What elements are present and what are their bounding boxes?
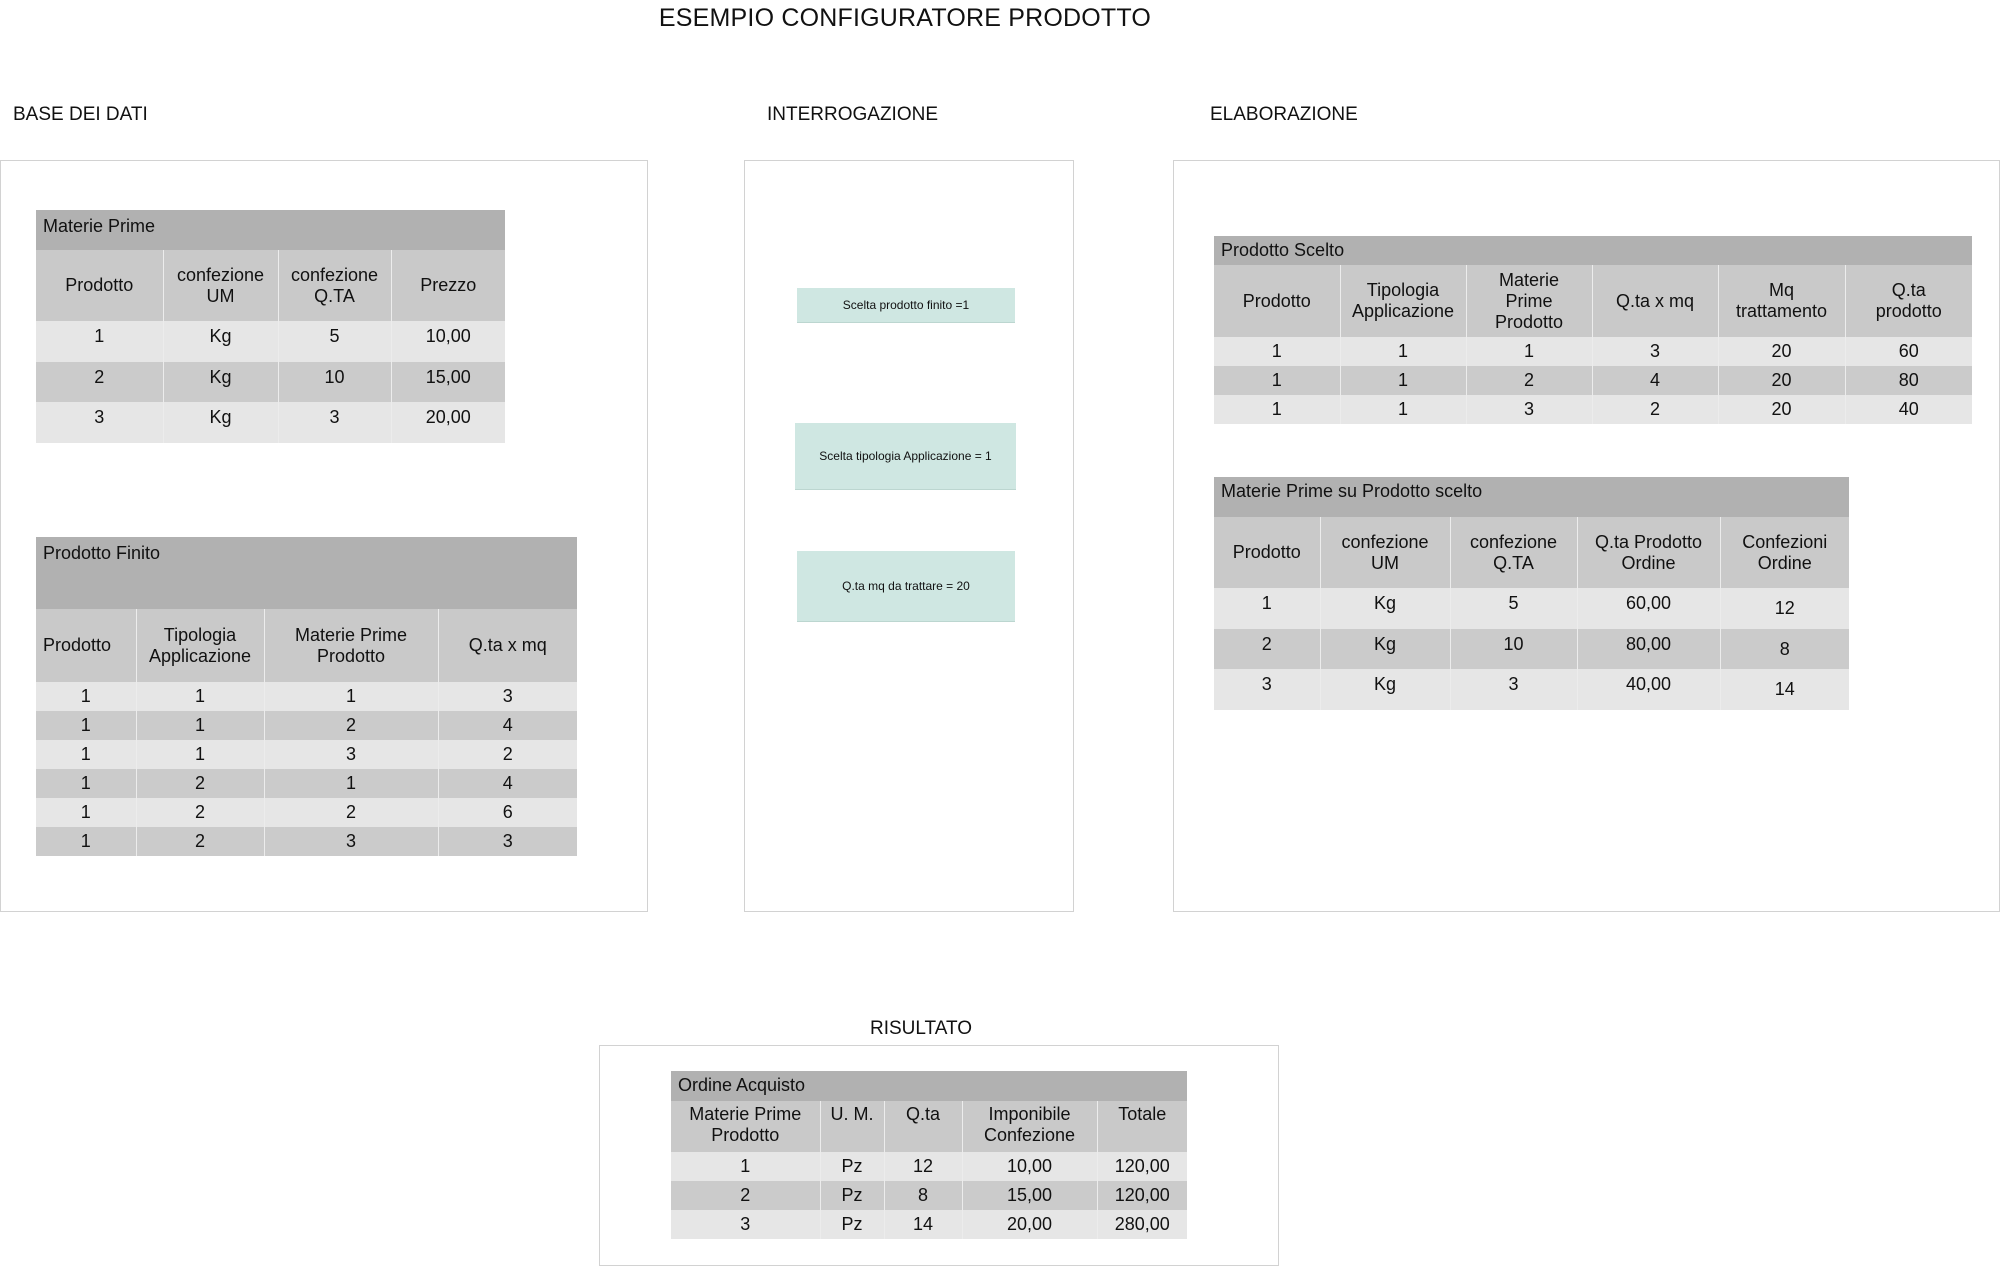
section-label-query: INTERROGAZIONE <box>767 104 939 125</box>
column-header: Q.ta x mq <box>1592 265 1718 337</box>
column-header: Prodotto <box>1214 265 1340 337</box>
table-cell: 15,00 <box>391 362 505 402</box>
table-cell: 120,00 <box>1097 1181 1187 1210</box>
table-cell: Kg <box>1320 629 1450 669</box>
table-cell: 2 <box>136 798 264 827</box>
table-cell: 8 <box>884 1181 962 1210</box>
table-cell: 14 <box>1720 669 1849 710</box>
table-cell: 10,00 <box>391 321 505 362</box>
prodotto-finito-table <box>36 537 577 856</box>
panel-interrogazione <box>744 160 1074 912</box>
table-cell: Kg <box>163 321 278 362</box>
table-row <box>36 321 505 362</box>
table-cell: 3 <box>278 402 391 443</box>
table-cell: 1 <box>136 682 264 711</box>
query-box-tipologia <box>795 423 1016 490</box>
table-cell: 10 <box>1450 629 1577 669</box>
table-cell: 20,00 <box>391 402 505 443</box>
table-cell: 3 <box>1466 395 1592 424</box>
table-cell: Kg <box>1320 669 1450 710</box>
table-cell: 6 <box>438 798 577 827</box>
table-cell: 80,00 <box>1577 629 1720 669</box>
column-header: Tipologia Applicazione <box>136 609 264 682</box>
table-row <box>1214 395 1972 424</box>
table-cell: 2 <box>36 362 163 402</box>
column-header: Q.ta prodotto <box>1845 265 1972 337</box>
table-cell: Kg <box>163 362 278 402</box>
table-row <box>671 1181 1187 1210</box>
column-header: Confezioni Ordine <box>1720 517 1849 588</box>
table-cell: 12 <box>1720 588 1849 629</box>
table-cell: 1 <box>1214 366 1340 395</box>
table-cell: 5 <box>1450 588 1577 629</box>
table-cell: 4 <box>1592 366 1718 395</box>
table-cell: 2 <box>1466 366 1592 395</box>
query-box-prodotto-finito <box>797 288 1015 323</box>
table-row <box>36 740 577 769</box>
table-cell: 1 <box>36 740 136 769</box>
table-cell: Kg <box>1320 588 1450 629</box>
table-cell: 1 <box>1214 337 1340 366</box>
table-cell: 4 <box>438 711 577 740</box>
table-cell: 3 <box>264 740 438 769</box>
table-cell: 1 <box>1340 366 1466 395</box>
table-cell: 1 <box>264 769 438 798</box>
column-header: Q.ta x mq <box>438 609 577 682</box>
column-header: Imponibile Confezione <box>962 1101 1097 1152</box>
table-cell: 12 <box>884 1152 962 1181</box>
table-cell: 20 <box>1718 366 1845 395</box>
table-cell: Pz <box>820 1210 884 1239</box>
table-cell: 20 <box>1718 395 1845 424</box>
table-row <box>36 362 505 402</box>
column-header: U. M. <box>820 1101 884 1152</box>
table-cell: 3 <box>438 682 577 711</box>
column-header: Prodotto <box>36 250 163 321</box>
column-header: Q.ta <box>884 1101 962 1152</box>
prodotto-scelto-caption: Prodotto Scelto <box>1214 236 1972 265</box>
table-cell: 2 <box>136 827 264 856</box>
table-cell: 1 <box>1340 337 1466 366</box>
table-row <box>36 798 577 827</box>
column-header: Prezzo <box>391 250 505 321</box>
table-cell: 14 <box>884 1210 962 1239</box>
table-cell: 60,00 <box>1577 588 1720 629</box>
prodotto-scelto-table <box>1214 236 1972 424</box>
column-header: Totale <box>1097 1101 1187 1152</box>
table-row <box>36 682 577 711</box>
table-row <box>671 1152 1187 1181</box>
column-header: confezione UM <box>163 250 278 321</box>
table-row <box>1214 588 1849 629</box>
table-row <box>1214 337 1972 366</box>
materie-prodotto-scelto-caption: Materie Prime su Prodotto scelto <box>1214 477 1849 517</box>
table-cell: 1 <box>36 711 136 740</box>
table-row <box>1214 669 1849 710</box>
table-cell: 3 <box>264 827 438 856</box>
table-cell: 3 <box>1450 669 1577 710</box>
query-text: Scelta prodotto finito =1 <box>842 298 970 312</box>
query-text: Scelta tipologia Applicazione = 1 <box>819 449 992 463</box>
column-header: confezione Q.TA <box>1450 517 1577 588</box>
table-cell: 10,00 <box>962 1152 1097 1181</box>
table-cell: 2 <box>1214 629 1320 669</box>
table-cell: 1 <box>264 682 438 711</box>
table-cell: 80 <box>1845 366 1972 395</box>
table-cell: 1 <box>1466 337 1592 366</box>
table-cell: Pz <box>820 1152 884 1181</box>
table-cell: 1 <box>671 1152 820 1181</box>
table-cell: 3 <box>671 1210 820 1239</box>
table-cell: 1 <box>36 769 136 798</box>
section-label-processing: ELABORAZIONE <box>1210 104 1358 125</box>
table-cell: 3 <box>36 402 163 443</box>
table-cell: 120,00 <box>1097 1152 1187 1181</box>
section-label-result: RISULTATO <box>870 1018 973 1039</box>
ordine-acquisto-table <box>671 1071 1187 1239</box>
table-cell: 2 <box>136 769 264 798</box>
prodotto-finito-caption: Prodotto Finito <box>36 537 577 609</box>
table-row <box>671 1210 1187 1239</box>
table-cell: 3 <box>1214 669 1320 710</box>
table-cell: 20,00 <box>962 1210 1097 1239</box>
table-row <box>1214 629 1849 669</box>
section-label-base: BASE DEI DATI <box>13 104 148 125</box>
table-cell: 1 <box>36 321 163 362</box>
table-cell: 4 <box>438 769 577 798</box>
table-cell: 5 <box>278 321 391 362</box>
table-cell: 40,00 <box>1577 669 1720 710</box>
column-header: Tipologia Applicazione <box>1340 265 1466 337</box>
table-cell: 8 <box>1720 629 1849 669</box>
table-cell: Pz <box>820 1181 884 1210</box>
query-text: Q.ta mq da trattare = 20 <box>842 579 970 593</box>
materie-prime-caption: Materie Prime <box>36 210 505 250</box>
table-cell: 1 <box>1340 395 1466 424</box>
column-header: confezione Q.TA <box>278 250 391 321</box>
column-header: Q.ta Prodotto Ordine <box>1577 517 1720 588</box>
table-cell: 1 <box>36 798 136 827</box>
table-cell: 3 <box>438 827 577 856</box>
table-cell: 60 <box>1845 337 1972 366</box>
query-box-mq <box>797 551 1015 622</box>
column-header: Prodotto <box>36 609 136 682</box>
table-cell: 1 <box>36 682 136 711</box>
column-header: Materie Prime Prodotto <box>671 1101 820 1152</box>
column-header: confezione UM <box>1320 517 1450 588</box>
table-row <box>36 827 577 856</box>
table-cell: 1 <box>1214 395 1340 424</box>
table-cell: Kg <box>163 402 278 443</box>
materie-prodotto-scelto-table <box>1214 477 1849 710</box>
table-cell: 2 <box>671 1181 820 1210</box>
table-cell: 20 <box>1718 337 1845 366</box>
column-header: Materie Prime Prodotto <box>1466 265 1592 337</box>
table-cell: 40 <box>1845 395 1972 424</box>
page-title: ESEMPIO CONFIGURATORE PRODOTTO <box>658 4 1152 32</box>
column-header: Mq trattamento <box>1718 265 1845 337</box>
table-cell: 2 <box>1592 395 1718 424</box>
table-cell: 1 <box>36 827 136 856</box>
table-row <box>1214 366 1972 395</box>
table-cell: 1 <box>136 740 264 769</box>
table-cell: 2 <box>438 740 577 769</box>
table-cell: 2 <box>264 798 438 827</box>
materie-prime-table <box>36 210 505 443</box>
table-row <box>36 711 577 740</box>
table-cell: 10 <box>278 362 391 402</box>
column-header: Materie Prime Prodotto <box>264 609 438 682</box>
table-cell: 1 <box>1214 588 1320 629</box>
table-cell: 2 <box>264 711 438 740</box>
table-cell: 3 <box>1592 337 1718 366</box>
table-row <box>36 402 505 443</box>
table-cell: 280,00 <box>1097 1210 1187 1239</box>
table-cell: 15,00 <box>962 1181 1097 1210</box>
table-cell: 1 <box>136 711 264 740</box>
ordine-acquisto-caption: Ordine Acquisto <box>671 1071 1187 1101</box>
table-row <box>36 769 577 798</box>
column-header: Prodotto <box>1214 517 1320 588</box>
